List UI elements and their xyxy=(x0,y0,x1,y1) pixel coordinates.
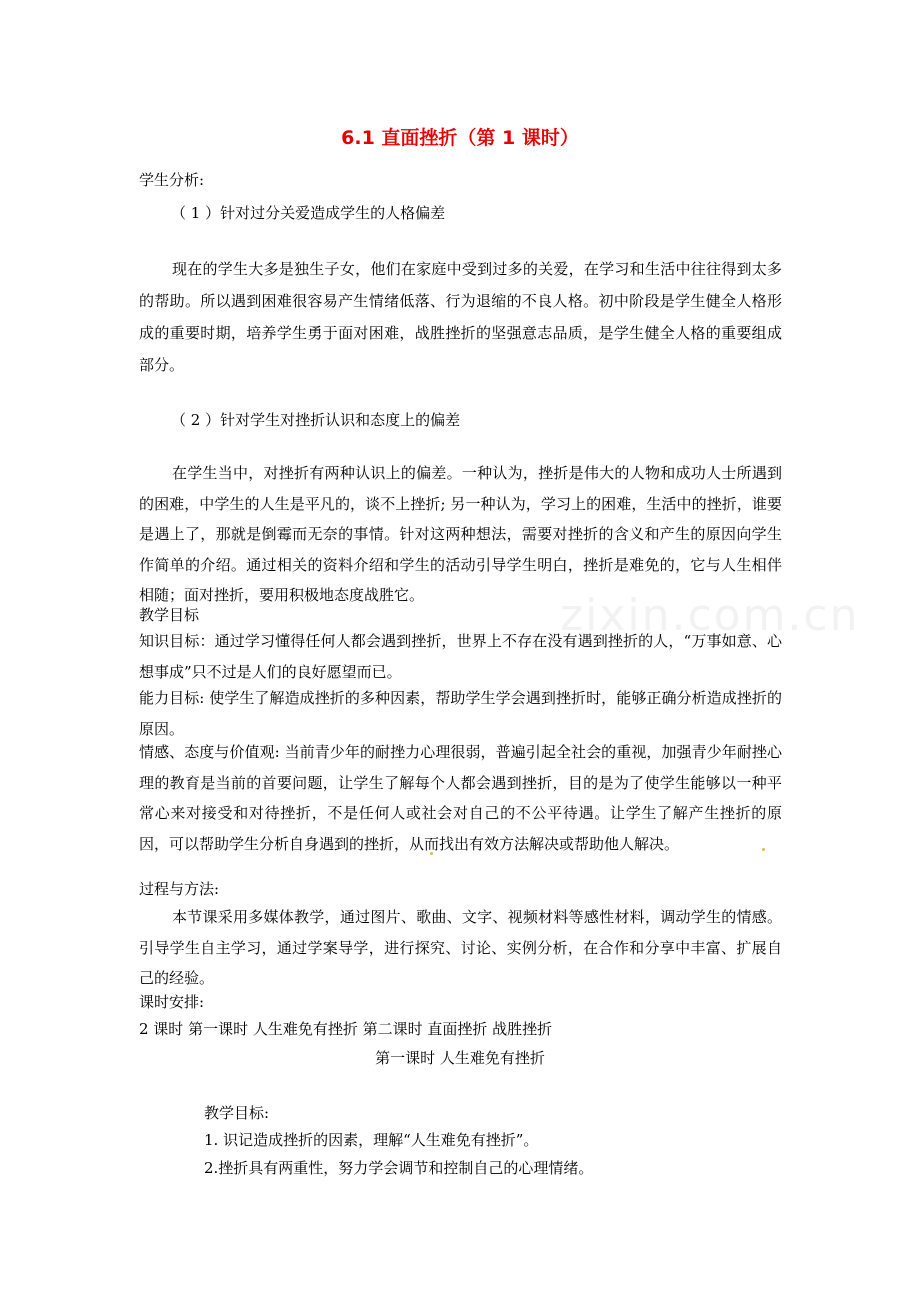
process-paragraph: 本节课采用多媒体教学，通过图片、歌曲、文字、视频材料等感性材料，调动学生的情感。引导学生自主学习，通过学案导学，进行探究、讨论、实例分析，在合作和分享中丰富、扩展自己的经验。 xyxy=(139,908,782,987)
teaching-goals-heading: 教学目标 xyxy=(139,606,200,624)
document-title: 6.1 直面挫折（第 1 课时） xyxy=(341,127,579,149)
student-analysis-heading: 学生分析: xyxy=(139,171,205,189)
decorative-dot xyxy=(430,852,433,855)
item2-paragraph: 在学生当中，对挫折有两种认识上的偏差。一种认为，挫折是伟大的人物和成功人士所遇到的困难，中学生的人生是平凡的，谈不上挫折; 另一种认为，学习上的困难，生活中的挫折，谁要是遇上了，那就是倒霉而无奈的事情。针对这两种想法，需要对挫折的含义和产生的原因向学生作简单的介绍。通过相关的资料介绍和学生的活动引导学生明白，挫折是难免的，它与人生相伴相随；面对挫折，要用积极地态度战胜它。 xyxy=(139,464,782,604)
item1-paragraph: 现在的学生大多是独生子女，他们在家庭中受到过多的关爱，在学习和生活中往往得到太多的帮助。所以遇到困难很容易产生情绪低落、行为退缩的不良人格。初中阶段是学生健全人格形成的重要时期，培养学生勇于面对困难，战胜挫折的坚强意志品质，是学生健全人格的重要组成部分。 xyxy=(139,260,782,374)
lesson1-goal-1: 1. 识记造成挫折的因素，理解“人生难免有挫折”。 xyxy=(204,1131,539,1149)
item1-heading: （ 1 ）针对过分关爱造成学生的人格偏差 xyxy=(171,204,446,222)
process-heading: 过程与方法: xyxy=(139,880,220,898)
knowledge-goal: 知识目标：通过学习懂得任何人都会遇到挫折，世界上不存在没有遇到挫折的人，“万事如意、心想事成”只不过是人们的良好愿望而已。 xyxy=(139,632,782,681)
ability-goal: 能力目标: 使学生了解造成挫折的多种因素，帮助学生学会遇到挫折时，能够正确分析造成挫折的原因。 xyxy=(139,689,782,738)
item2-heading: （ 2 ）针对学生对挫折认识和态度上的偏差 xyxy=(171,411,461,429)
lesson1-title: 第一课时 人生难免有挫折 xyxy=(375,1049,545,1067)
lesson1-goals-heading: 教学目标: xyxy=(204,1104,270,1122)
decorative-dot xyxy=(762,848,765,851)
schedule-text: 2 课时 第一课时 人生难免有挫折 第二课时 直面挫折 战胜挫折 xyxy=(139,1020,553,1038)
watermark: zixin.com.cn xyxy=(560,590,860,641)
emotion-goal: 情感、态度与价值观: 当前青少年的耐挫力心理很弱，普遍引起全社会的重视，加强青少年耐挫心理的教育是当前的首要问题，让学生了解每个人都会遇到挫折，目的是为了使学生能够以一种平常心来对接受和对待挫折，不是任何人或社会对自己的不公平待遇。让学生了解产生挫折的原因，可以帮助学生分析自身遇到的挫折，从而找出有效方法解决或帮助他人解决。 xyxy=(139,743,782,853)
lesson1-goal-2: 2.挫折具有两重性，努力学会调节和控制自己的心理情绪。 xyxy=(204,1159,594,1177)
schedule-heading: 课时安排: xyxy=(139,993,205,1011)
